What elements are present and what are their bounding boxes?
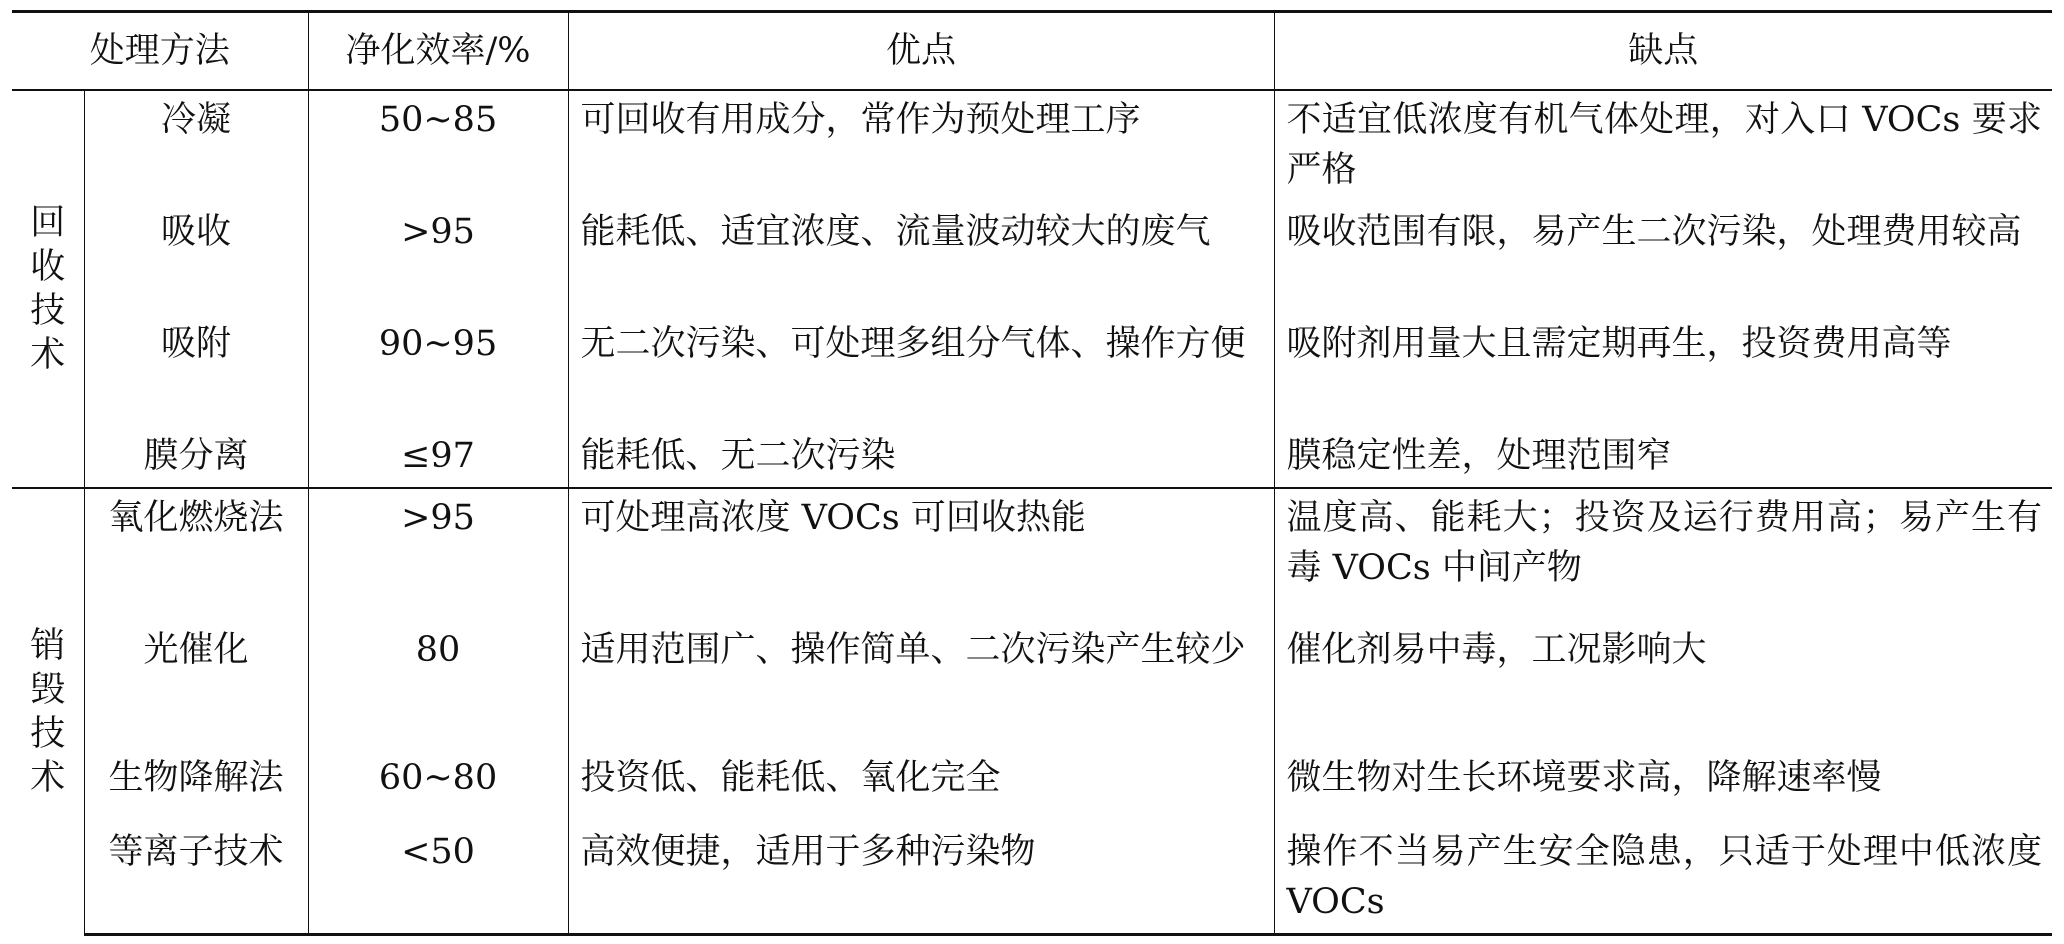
efficiency-cell: ≤97: [308, 427, 568, 488]
method-cell: 吸收: [84, 203, 308, 315]
category-label: 回收技术: [30, 203, 66, 375]
advantages-cell: 投资低、能耗低、氧化完全: [568, 749, 1274, 823]
advantages-cell: 可处理高浓度 VOCs 可回收热能: [568, 488, 1274, 621]
advantages-cell: 能耗低、无二次污染: [568, 427, 1274, 488]
method-cell: 生物降解法: [84, 749, 308, 823]
disadvantages-cell: 吸附剂用量大且需定期再生，投资费用高等: [1274, 315, 2052, 427]
disadvantages-cell: 催化剂易中毒，工况影响大: [1274, 621, 2052, 749]
disadvantages-cell: 微生物对生长环境要求高，降解速率慢: [1274, 749, 2052, 823]
voc-treatment-comparison-table: [12, 10, 2052, 936]
disadvantages-cell: 吸收范围有限，易产生二次污染，处理费用较高: [1274, 203, 2052, 315]
header-advantages: 优点: [568, 12, 1274, 91]
method-cell: 吸附: [84, 315, 308, 427]
efficiency-cell: 50~85: [308, 90, 568, 203]
disadvantages-cell: 不适宜低浓度有机气体处理，对入口 VOCs 要求严格: [1274, 90, 2052, 203]
table-row: [12, 488, 2052, 621]
efficiency-cell: 90~95: [308, 315, 568, 427]
disadvantages-cell: 膜稳定性差，处理范围窄: [1274, 427, 2052, 488]
category-cell-recovery: [12, 90, 84, 488]
efficiency-cell: >95: [308, 203, 568, 315]
table-row: [12, 823, 2052, 935]
category-label: 销毁技术: [30, 625, 66, 798]
method-cell: 光催化: [84, 621, 308, 749]
method-cell: 冷凝: [84, 90, 308, 203]
advantages-cell: 无二次污染、可处理多组分气体、操作方便: [568, 315, 1274, 427]
header-method: 处理方法: [12, 12, 308, 91]
disadvantages-cell: 操作不当易产生安全隐患，只适于处理中低浓度 VOCs: [1274, 823, 2052, 935]
table-row: [12, 621, 2052, 749]
advantages-cell: 能耗低、适宜浓度、流量波动较大的废气: [568, 203, 1274, 315]
header-efficiency: 净化效率/%: [308, 12, 568, 91]
efficiency-cell: <50: [308, 823, 568, 935]
efficiency-cell: 60~80: [308, 749, 568, 823]
method-cell: 等离子技术: [84, 823, 308, 935]
table-row: [12, 427, 2052, 488]
header-row: [12, 12, 2052, 91]
table-row: [12, 315, 2052, 427]
table-row: [12, 749, 2052, 823]
advantages-cell: 适用范围广、操作简单、二次污染产生较少: [568, 621, 1274, 749]
category-cell-destruction: [12, 488, 84, 935]
method-cell: 膜分离: [84, 427, 308, 488]
table-row: [12, 203, 2052, 315]
method-cell: 氧化燃烧法: [84, 488, 308, 621]
efficiency-cell: >95: [308, 488, 568, 621]
advantages-cell: 高效便捷，适用于多种污染物: [568, 823, 1274, 935]
header-disadvantages: 缺点: [1274, 12, 2052, 91]
advantages-cell: 可回收有用成分，常作为预处理工序: [568, 90, 1274, 203]
efficiency-cell: 80: [308, 621, 568, 749]
disadvantages-cell: 温度高、能耗大；投资及运行费用高；易产生有毒 VOCs 中间产物: [1274, 488, 2052, 621]
table-row: [12, 90, 2052, 203]
